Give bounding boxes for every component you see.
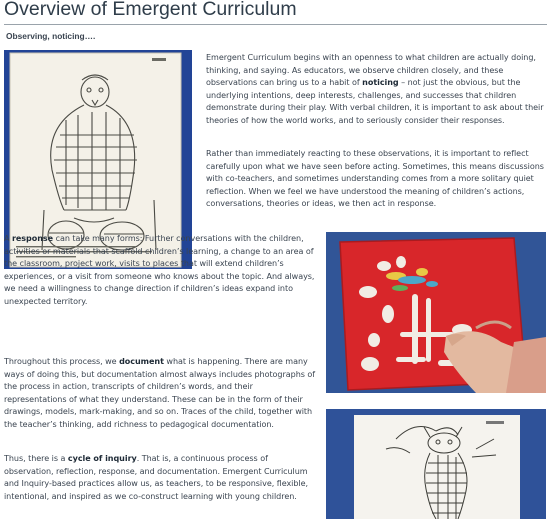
paragraph-documentation: Throughout this process, we document what is happening. There are many ways of doing this, but documentation almost always includes photographs of the process in action, transcripts of children’s words, and their representations of what they understand. These can be in the form of their drawings, models, mark-making, and so on. Traces of the child, together with the teacher’s thinking, add richness to pedagogical documentation. bbox=[4, 357, 316, 429]
photo-clay-on-red-board bbox=[326, 232, 546, 393]
paragraph-response: A response can take many forms: Further conversations with the children, activities or materials that scaffold children’s learning, a change to an area of the classroom, project work, visits to places that will extend children’s experiences, or a visit from someone who knows about the topic. And always, we need a willingness to change direction if children’s ideas expand into unexpected territory. bbox=[4, 234, 315, 306]
section-subtitle: Observing, noticing…. bbox=[6, 31, 96, 41]
paragraph-reflecting: Rather than immediately reacting to these observations, it is important to reflect carefully upon what we have seen before acting. Sometimes, this means discussions with co-teachers, and sometimes understanding comes from a more solitary quiet reflection. When we feel we have understood the meaning of children’s actions, conversations, theories or ideas, we then act in response. bbox=[206, 149, 544, 209]
paragraph-observing: Emergent Curriculum begins with an openness to what children are actually doing, thinking, and saying. As educators, we observe children closely, and these observations can bring us to a habit of noticing – not just the obvious, but the underlying intentions, deep interests, challenges, and successes that children demonstrate during their play. With verbal children, it is important to ask about their theories of how the world works, and to seriously consider their responses. bbox=[206, 53, 544, 125]
page-title: Overview of Emergent Curriculum bbox=[4, 0, 297, 20]
photo-cat-drawing bbox=[326, 409, 546, 519]
paragraph-cycle-of-inquiry: Thus, there is a cycle of inquiry. That is, a continuous process of observation, reflection, response, and documentation. Emergent Curriculum and Inquiry-based practices allow us, as teachers, to be responsive, flexible, intentional, and inspired as we co-construct learning with young children. bbox=[4, 454, 309, 501]
title-divider bbox=[4, 24, 547, 25]
